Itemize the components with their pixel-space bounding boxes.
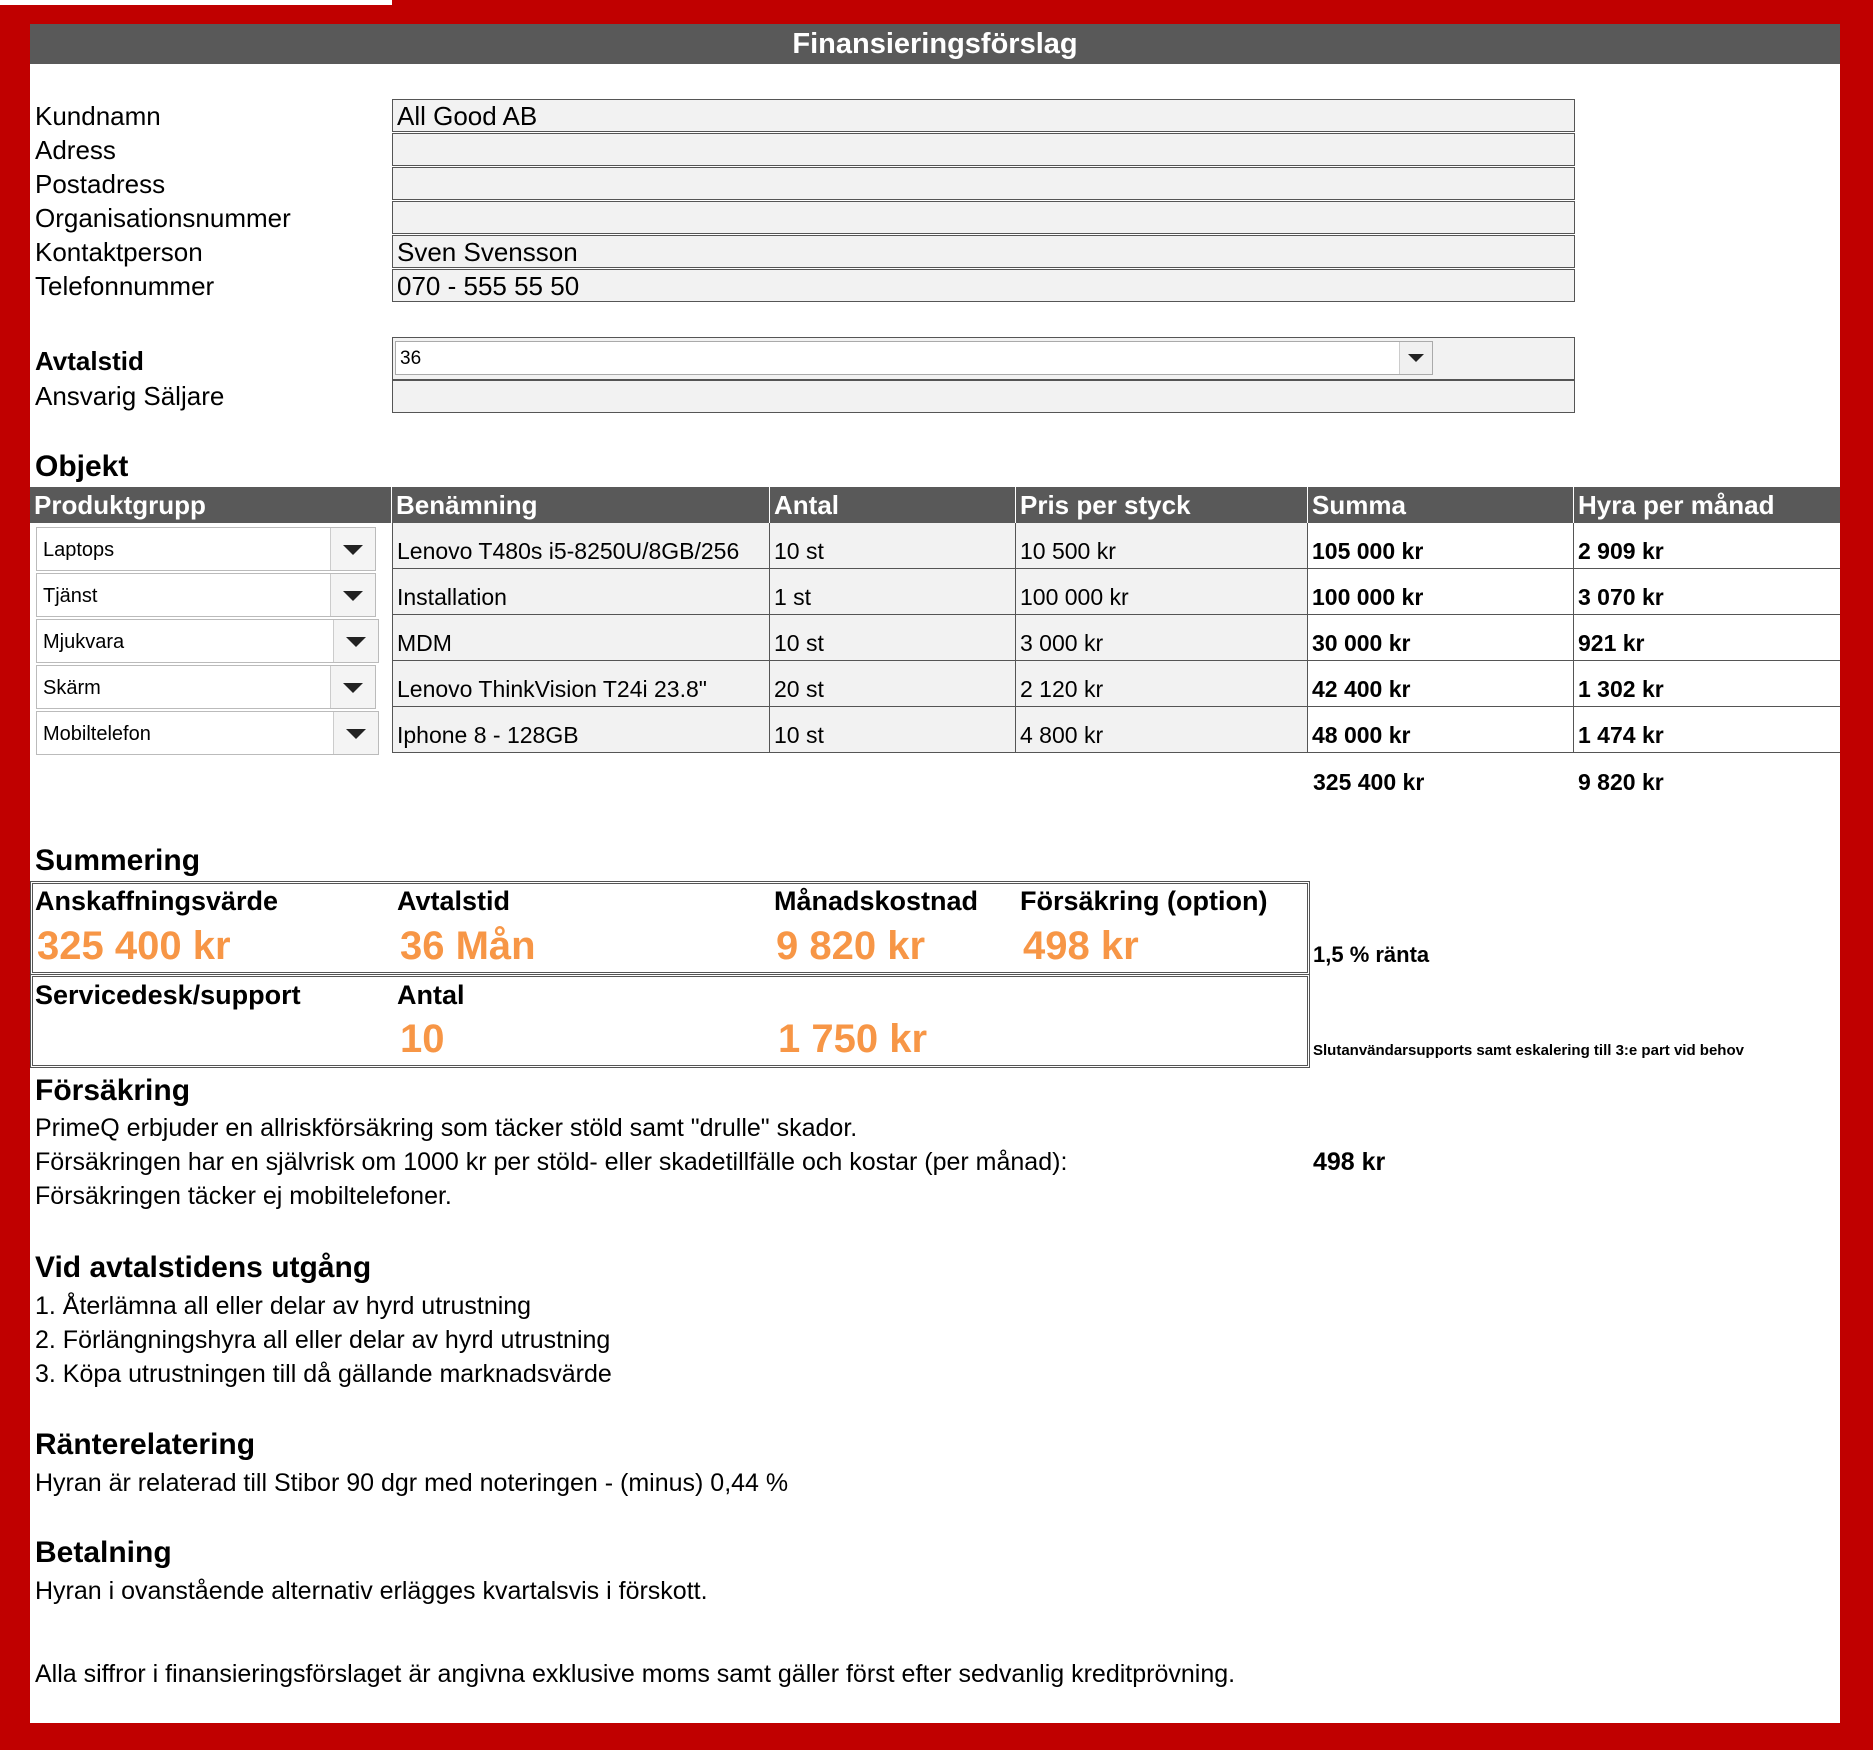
insurance-line-2: Försäkringen har en självrisk om 1000 kr per stöld- eller skadetillfälle och kostar (per månad):: [35, 1148, 1068, 1176]
insurance-heading: Försäkring: [35, 1074, 191, 1107]
acquisition-value: 325 400 kr: [37, 924, 231, 968]
row-rent: 1 302 kr: [1574, 661, 1840, 707]
contract-end-option-3: 3. Köpa utrustningen till då gällande marknadsvärde: [35, 1360, 612, 1388]
row-name: Lenovo T480s i5-8250U/8GB/256: [392, 523, 770, 569]
table-row: [392, 661, 1840, 707]
chevron-down-icon[interactable]: [333, 712, 378, 754]
row-name: Installation: [392, 569, 770, 615]
summering-heading: Summering: [35, 844, 201, 877]
interest-heading: Ränterelatering: [35, 1428, 256, 1461]
customer-name-field[interactable]: All Good AB: [392, 99, 1575, 132]
product-group-value: Tjänst: [43, 585, 98, 607]
row-qty: 10 st: [770, 615, 1016, 661]
address-label: Adress: [35, 135, 116, 165]
rate-note: 1,5 % ränta: [1313, 942, 1430, 967]
chevron-down-icon[interactable]: [330, 528, 375, 570]
objekt-heading: Objekt: [35, 450, 129, 483]
row-rent: 921 kr: [1574, 615, 1840, 661]
row-price: 2 120 kr: [1016, 661, 1308, 707]
payment-text: Hyran i ovanstående alternativ erlägges kvartalsvis i förskott.: [35, 1577, 708, 1605]
col-hyra: Hyra per månad: [1578, 490, 1775, 520]
contract-end-option-2: 2. Förlängningshyra all eller delar av hyrd utrustning: [35, 1326, 611, 1354]
postal-address-label: Postadress: [35, 169, 166, 199]
row-rent: 3 070 kr: [1574, 569, 1840, 615]
org-number-label: Organisationsnummer: [35, 203, 291, 233]
contract-term-select[interactable]: [395, 341, 1433, 375]
monthly-cost-value: 9 820 kr: [776, 924, 926, 968]
org-number-field[interactable]: [392, 201, 1575, 234]
total-rent: 9 820 kr: [1578, 769, 1664, 795]
col-antal: Antal: [770, 487, 1016, 523]
payment-heading: Betalning: [35, 1536, 172, 1569]
chevron-down-icon[interactable]: [1399, 342, 1432, 374]
row-sum: 48 000 kr: [1308, 707, 1574, 753]
page-title: Finansieringsförslag: [30, 24, 1840, 64]
row-sum: 30 000 kr: [1308, 615, 1574, 661]
col-produktgrupp: Produktgrupp: [30, 487, 392, 523]
product-group-value: Laptops: [43, 539, 115, 561]
insurance-option-value: 498 kr: [1023, 924, 1139, 968]
row-name: Iphone 8 - 128GB: [392, 707, 770, 753]
row-name: MDM: [392, 615, 770, 661]
summary-term-label: Avtalstid: [397, 886, 511, 916]
service-label: Servicedesk/support: [35, 980, 301, 1010]
row-sum: 42 400 kr: [1308, 661, 1574, 707]
row-rent: 1 474 kr: [1574, 707, 1840, 753]
contract-term-label: Avtalstid: [35, 346, 144, 376]
service-qty: 10: [400, 1017, 445, 1061]
product-group-select-4[interactable]: [36, 665, 376, 709]
service-note: Slutanvändarsupports samt eskalering till 3:e part vid behov: [1313, 1042, 1744, 1059]
service-qty-label: Antal: [397, 980, 465, 1010]
row-sum: 100 000 kr: [1308, 569, 1574, 615]
total-sum: 325 400 kr: [1313, 769, 1425, 795]
contact-person-field[interactable]: Sven Svensson: [392, 235, 1575, 268]
postal-address-field[interactable]: [392, 167, 1575, 200]
interest-text: Hyran är relaterad till Stibor 90 dgr med noteringen - (minus) 0,44 %: [35, 1469, 789, 1497]
product-group-value: Mjukvara: [43, 631, 125, 653]
contract-term-value: 36: [400, 348, 422, 369]
contract-end-option-1: 1. Återlämna all eller delar av hyrd utrustning: [35, 1292, 532, 1320]
acquisition-value-label: Anskaffningsvärde: [35, 886, 279, 916]
seller-label: Ansvarig Säljare: [35, 381, 225, 411]
seller-field[interactable]: [392, 380, 1575, 413]
col-summa: Summa: [1308, 487, 1574, 523]
row-rent: 2 909 kr: [1574, 523, 1840, 569]
product-group-value: Skärm: [43, 677, 101, 699]
address-field[interactable]: [392, 133, 1575, 166]
row-price: 3 000 kr: [1016, 615, 1308, 661]
row-price: 100 000 kr: [1016, 569, 1308, 615]
contact-person-label: Kontaktperson: [35, 237, 203, 267]
product-group-select-2[interactable]: [36, 573, 376, 617]
product-group-select-5[interactable]: [36, 711, 379, 755]
product-group-select-3[interactable]: [36, 619, 379, 663]
row-price: 4 800 kr: [1016, 707, 1308, 753]
service-cost: 1 750 kr: [778, 1017, 928, 1061]
insurance-line-3: Försäkringen täcker ej mobiltelefoner.: [35, 1182, 452, 1210]
col-pris: Pris per styck: [1016, 487, 1308, 523]
table-row: [392, 569, 1840, 615]
customer-name-label: Kundnamn: [35, 101, 161, 131]
proposal-sheet: [30, 24, 1840, 1723]
row-sum: 105 000 kr: [1308, 523, 1574, 569]
product-group-select-1[interactable]: [36, 527, 376, 571]
row-qty: 1 st: [770, 569, 1016, 615]
chevron-down-icon[interactable]: [330, 574, 375, 616]
chevron-down-icon[interactable]: [333, 620, 378, 662]
col-benamning: Benämning: [392, 487, 770, 523]
row-qty: 10 st: [770, 707, 1016, 753]
insurance-line-1: PrimeQ erbjuder en allriskförsäkring som täcker stöld samt "drulle" skador.: [35, 1114, 858, 1142]
product-group-value: Mobiltelefon: [43, 723, 151, 745]
contract-term-row: [392, 337, 1575, 380]
table-row: [392, 523, 1840, 569]
row-price: 10 500 kr: [1016, 523, 1308, 569]
table-row: [392, 707, 1840, 753]
row-qty: 10 st: [770, 523, 1016, 569]
objekt-table-header: [30, 487, 1840, 523]
contract-end-heading: Vid avtalstidens utgång: [35, 1251, 372, 1284]
table-row: [392, 615, 1840, 661]
row-name: Lenovo ThinkVision T24i 23.8": [392, 661, 770, 707]
insurance-cost: 498 kr: [1313, 1148, 1386, 1176]
summary-term-value: 36 Mån: [400, 924, 536, 968]
insurance-option-label: Försäkring (option): [1020, 886, 1268, 916]
footer-disclaimer: Alla siffror i finansieringsförslaget är angivna exklusive moms samt gäller först efter sedvanlig kreditprövning.: [35, 1660, 1236, 1688]
phone-field[interactable]: 070 - 555 55 50: [392, 269, 1575, 302]
phone-label: Telefonnummer: [35, 271, 215, 301]
chevron-down-icon[interactable]: [330, 666, 375, 708]
row-qty: 20 st: [770, 661, 1016, 707]
monthly-cost-label: Månadskostnad: [774, 886, 979, 916]
